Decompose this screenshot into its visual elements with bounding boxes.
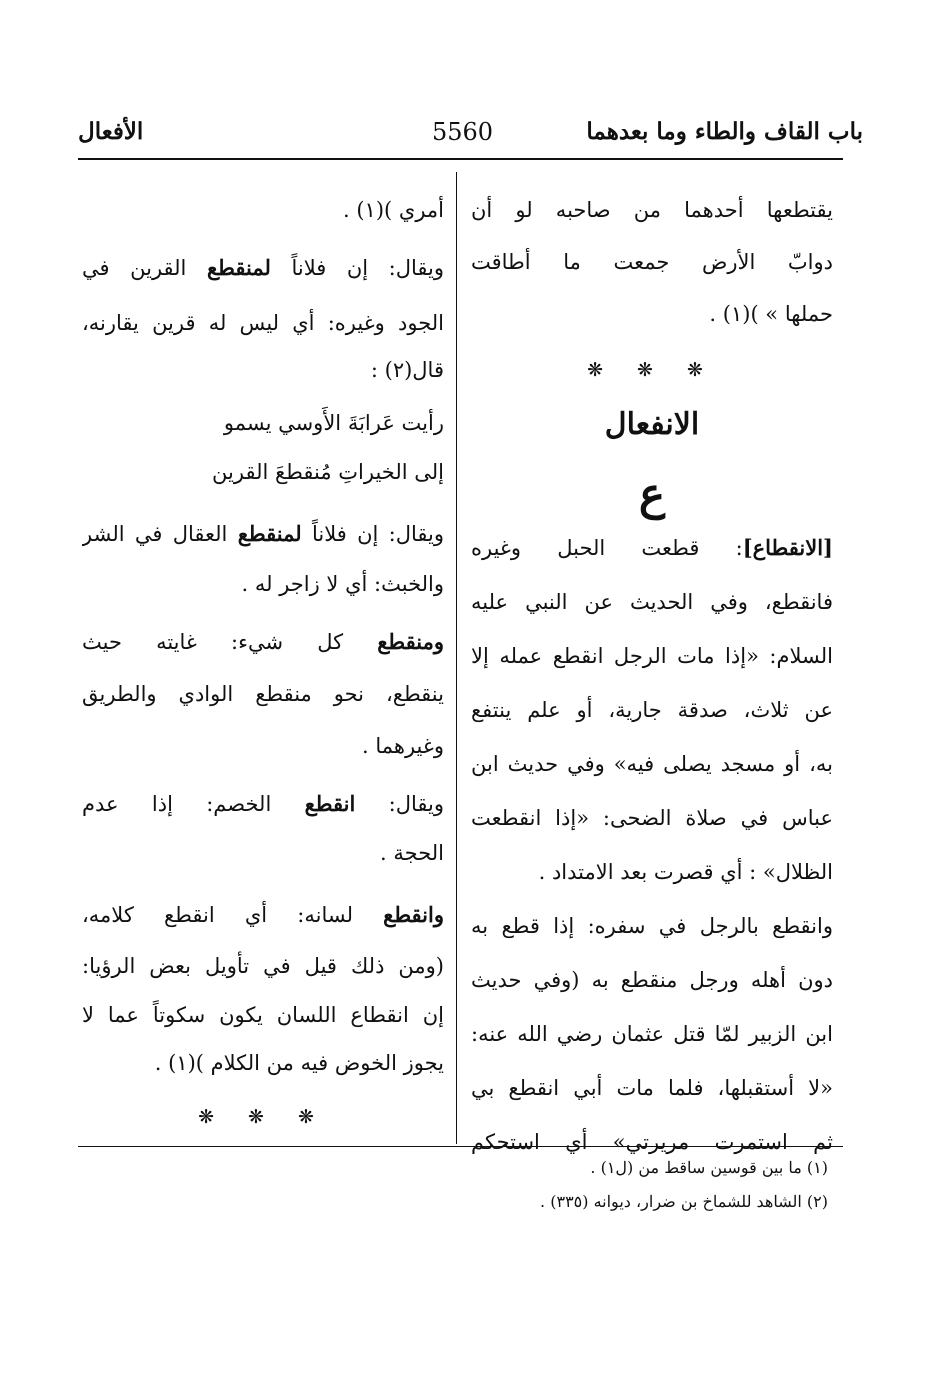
right-line-10: الظلال» : أي قصرت بعد الامتداد . [538,860,833,884]
right-line-12: دون أهله ورجل منقطع به (وفي حديث [471,968,833,992]
header-rule [78,158,843,160]
right-line-8: به، أو مسجد يصلى فيه» وفي حديث ابن [471,752,833,776]
right-line-13: ابن الزبير لمّا قتل عثمان رضي الله عنه: [471,1022,833,1046]
right-line-4 [471,521,833,575]
right-line-14: «لا أستقبلها، فلما مات أبي انقطع بي [471,1076,833,1100]
left-line-2 [82,241,444,295]
entry-term: لمنقطع [237,521,302,546]
right-line-2: دوابّ الأرض جمعت ما أطاقت [471,250,833,274]
text-segment: القرين في [82,256,207,280]
left-line-3: الجود وغيره: أي ليس له قرين يقارنه، [82,311,444,335]
right-line-15: ثم استمرت مريرتي» أي استحكم [471,1130,833,1154]
right-line-7: عن ثلاث، صدقة جارية، أو علم ينتفع [471,698,833,722]
text-segment: العقال في الشر [82,522,238,546]
left-line-14 [82,888,444,942]
entry-term: لمنقطع [206,255,271,280]
text-segment: كل شيء: غايته حيث [82,630,378,654]
right-line-11: وانقطع بالرجل في سفره: إذا قطع به [471,914,833,938]
separator-stars: ❋ ❋ ❋ [198,1106,328,1128]
text-segment: ويقال: إن فلاناً [301,522,444,546]
left-line-4: قال(٢) : [370,358,444,382]
text-segment: الخصم: إذا عدم [82,792,305,816]
separator-stars: ❋ ❋ ❋ [587,359,717,381]
footnote-2: (٢) الشاهد للشماخ بن ضرار، ديوانه (٣٣٥) . [540,1192,828,1211]
entry-term: ومنقطع [377,629,444,654]
letter-glyph: ع [638,469,666,520]
verse-line-1: رأيت عَرابَةَ الأَوسي يسمو [223,411,444,435]
right-line-3: حملها » )(١) . [709,302,833,326]
left-line-11: وغيرهما . [361,734,444,758]
left-line-9 [82,615,444,669]
left-line-7 [82,507,444,561]
left-line-15: (ومن ذلك قيل في تأويل بعض الرؤيا: [82,954,444,978]
entry-term: وانقطع [383,902,444,927]
right-line-5: فانقطع، وفي الحديث عن النبي عليه [471,590,833,614]
text-segment: ويقال: [355,792,444,816]
left-line-8: والخبث: أي لا زاجر له . [241,572,444,596]
text-segment: ويقال: إن فلاناً [270,256,444,280]
chapter-title: باب القاف والطاء وما بعدهما [586,118,863,145]
left-line-10: ينقطع، نحو منقطع الوادي والطريق [82,682,444,706]
left-line-13: الحجة . [380,841,444,865]
left-line-16: إن انقطاع اللسان يكون سكوتاً عما لا [82,1003,444,1027]
verse-line-2: إلى الخيراتِ مُنقطعَ القرين [212,460,444,484]
right-line-9: عباس في صلاة الضحى: «إذا انقطعت [471,806,833,830]
entry-term: انقطع [304,791,356,816]
left-line-17: يجوز الخوض فيه من الكلام )(١) . [154,1051,444,1075]
footnote-rule [78,1146,843,1147]
text-segment: لسانه: أي انقطع كلامه، [82,903,384,927]
entry-text: : قطعت الحبل وغيره [471,536,743,560]
right-line-1: يقتطعها أحدهما من صاحبه لو أن [471,198,833,222]
section-heading: الانفعال [604,407,700,442]
section-title: الأفعال [78,118,144,145]
left-line-1: أمري )(١) . [343,198,444,222]
footnote-1: (١) ما بين قوسين ساقط من (ل١) . [590,1158,828,1177]
entry-term: [الانقطاع] [742,535,833,560]
right-line-6: السلام: «إذا مات الرجل انقطع عمله إلا [471,644,833,668]
column-divider [456,172,457,1144]
left-line-12 [82,777,444,831]
page-number: 5560 [432,118,494,146]
